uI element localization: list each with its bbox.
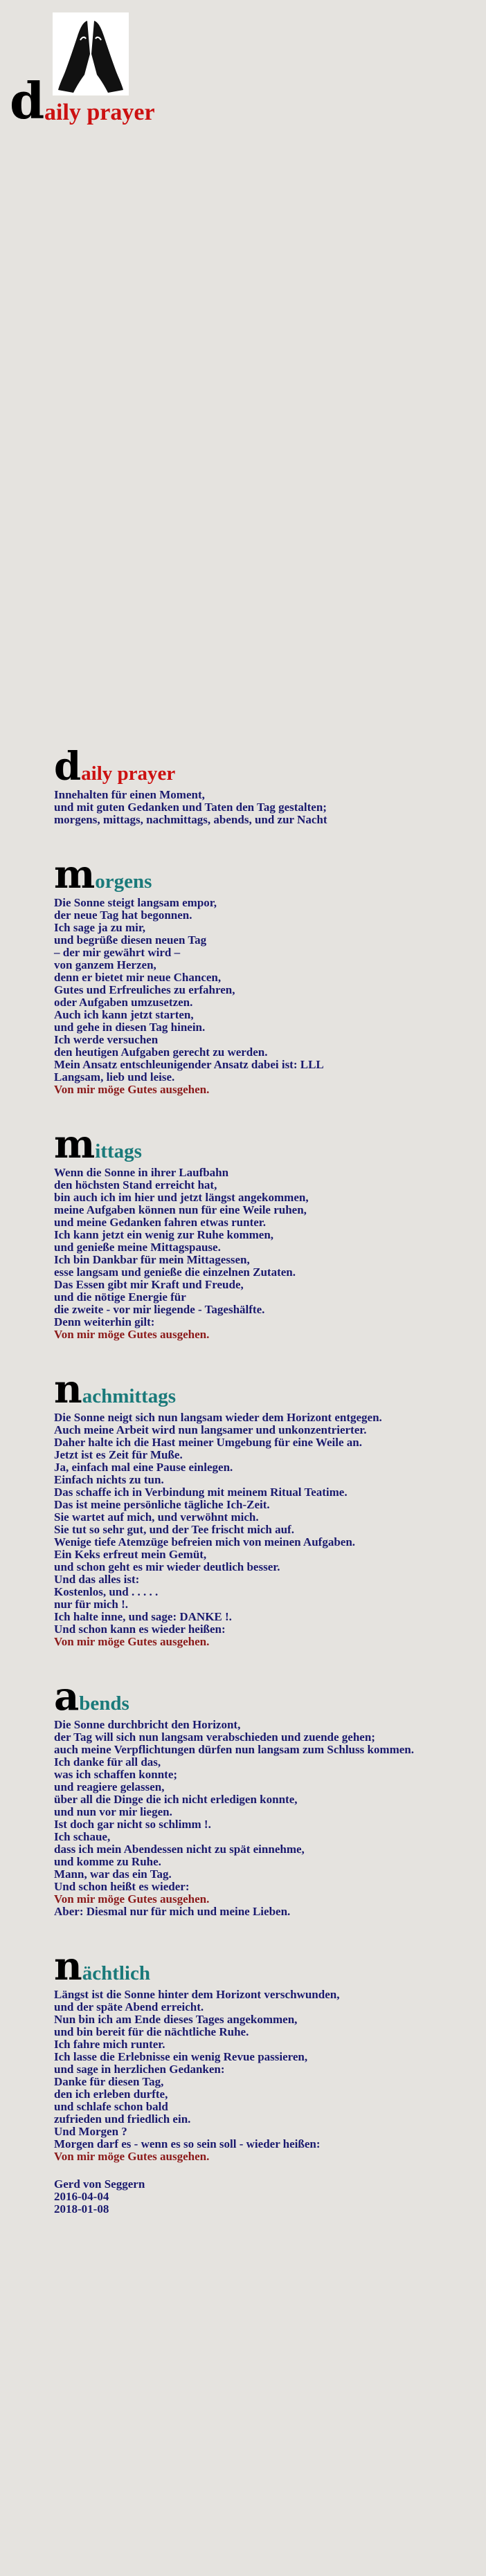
- text-line: esse langsam und genieße die einzelnen Zutaten.: [54, 1266, 296, 1279]
- text-line: Das ist meine persönliche tägliche Ich-Zeit.: [54, 1498, 270, 1511]
- text-line: Sie tut so sehr gut, und der Tee frischt mich auf.: [54, 1523, 294, 1536]
- section-title: ittags: [95, 1140, 142, 1162]
- section-heading: [54, 1674, 469, 1719]
- text-line: den heutigen Aufgaben gerecht zu werden.: [54, 1045, 268, 1059]
- closing-line: Von mir möge Gutes ausgehen.: [54, 1635, 210, 1648]
- text-line: Einfach nichts zu tun.: [54, 1473, 164, 1486]
- text-line: Mein Ansatz entschleunigender Ansatz dabei ist: LLL: [54, 1058, 324, 1071]
- section-heading: [54, 1944, 469, 1989]
- text-line: Ist doch gar nicht so schlimm !.: [54, 1818, 211, 1831]
- prayer-content: [54, 744, 469, 2216]
- text-line: Sie wartet auf mich, und verwöhnt mich.: [54, 1510, 259, 1524]
- text-line: Ich fahre mich runter.: [54, 2038, 165, 2051]
- section-initial: m: [54, 1122, 96, 1167]
- section-text: [54, 1412, 469, 1648]
- text-line: bin auch ich im hier und jetzt längst angekommen,: [54, 1191, 309, 1204]
- text-line: Die Sonne steigt langsam empor,: [54, 896, 217, 909]
- closing-line: Von mir möge Gutes ausgehen.: [54, 2150, 210, 2163]
- section-text: [54, 1989, 469, 2163]
- section-title: orgens: [95, 870, 152, 893]
- text-line: Danke für diesen Tag,: [54, 2075, 164, 2088]
- praying-hands-icon: [53, 12, 129, 95]
- section-abends: [54, 1674, 469, 1918]
- text-line: Die Sonne durchbricht den Horizont,: [54, 1718, 241, 1731]
- text-line: nur für mich !.: [54, 1598, 129, 1611]
- section-initial: m: [54, 852, 96, 897]
- text-line: den ich erleben durfte,: [54, 2088, 168, 2101]
- section-initial: n: [54, 1367, 82, 1412]
- signature: [54, 2178, 469, 2216]
- text-line: Kostenlos, und . . . . .: [54, 1585, 159, 1598]
- text-line: und nun vor mir liegen.: [54, 1805, 172, 1818]
- text-line: was ich schaffen konnte;: [54, 1768, 178, 1781]
- section-naechtlich: [54, 1944, 469, 2163]
- text-line: Und schon heißt es wieder:: [54, 1880, 190, 1893]
- text-line: Wenige tiefe Atemzüge befreien mich von meinen Aufgaben.: [54, 1535, 356, 1549]
- section-nachmittags: [54, 1367, 469, 1648]
- text-line: Ich kann jetzt ein wenig zur Ruhe kommen,: [54, 1228, 274, 1241]
- text-line: auch meine Verpflichtungen dürfen nun langsam zum Schluss kommen.: [54, 1743, 415, 1756]
- intro-text: [54, 789, 469, 826]
- section-text: [54, 897, 469, 1096]
- logo: [10, 10, 176, 131]
- text-line: Denn weiterhin gilt:: [54, 1315, 155, 1328]
- text-line: und schon geht es mir wieder deutlich besser.: [54, 1560, 280, 1573]
- text-line: Ich bin Dankbar für mein Mittagessen,: [54, 1253, 250, 1266]
- text-line: morgens, mittags, nachmittags, abends, und zur Nacht: [54, 813, 327, 826]
- closing-line: Von mir möge Gutes ausgehen.: [54, 1328, 210, 1341]
- text-line: der neue Tag hat begonnen.: [54, 908, 192, 922]
- text-line: und meine Gedanken fahren etwas runter.: [54, 1216, 267, 1229]
- text-line: Ich werde versuchen: [54, 1033, 159, 1046]
- text-line: Mann, war das ein Tag.: [54, 1867, 172, 1881]
- text-line: und genieße meine Mittagspause.: [54, 1241, 221, 1254]
- text-line: zufrieden und friedlich ein.: [54, 2112, 191, 2126]
- text-line: Und das alles ist:: [54, 1573, 140, 1586]
- text-line: Ich sage ja zu mir,: [54, 921, 146, 934]
- section-title: achmittags: [82, 1385, 177, 1407]
- text-line: Ich schaue,: [54, 1830, 111, 1843]
- text-line: Das schaffe ich in Verbindung mit meinem Ritual Teatime.: [54, 1486, 348, 1499]
- section-mittags: [54, 1122, 469, 1341]
- text-line: Langsam, lieb und leise.: [54, 1070, 175, 1084]
- text-line: von ganzem Herzen,: [54, 958, 156, 971]
- text-line: Die Sonne neigt sich nun langsam wieder dem Horizont entgegen.: [54, 1411, 382, 1424]
- text-line: Nun bin ich am Ende dieses Tages angekommen,: [54, 2013, 298, 2026]
- text-line: und der späte Abend erreicht.: [54, 2000, 204, 2013]
- signature-date: 2016-04-04: [54, 2190, 109, 2203]
- section-title: ächtlich: [82, 1962, 150, 1984]
- section-text: [54, 1167, 469, 1341]
- closing-line: Von mir möge Gutes ausgehen.: [54, 1083, 210, 1096]
- text-line: Wenn die Sonne in ihrer Laufbahn: [54, 1166, 229, 1179]
- section-morgens: [54, 852, 469, 1096]
- logo-text: aily prayer: [44, 100, 155, 125]
- text-line: Daher halte ich die Hast meiner Umgebung für eine Weile an.: [54, 1436, 362, 1449]
- text-line: Ich lasse die Erlebnisse ein wenig Revue passieren,: [54, 2050, 308, 2063]
- text-line: Auch ich kann jetzt starten,: [54, 1008, 194, 1021]
- signature-date: 2018-01-08: [54, 2202, 109, 2216]
- text-line: Längst ist die Sonne hinter dem Horizont verschwunden,: [54, 1988, 340, 2001]
- text-line: oder Aufgaben umzusetzen.: [54, 996, 193, 1009]
- intro-initial: d: [54, 744, 82, 789]
- text-line: den höchsten Stand erreicht hat,: [54, 1178, 217, 1191]
- text-line: – der mir gewährt wird –: [54, 946, 181, 959]
- section-initial: n: [54, 1944, 82, 1989]
- section-title: bends: [79, 1692, 129, 1715]
- text-line: und reagiere gelassen,: [54, 1780, 165, 1793]
- text-line: Ich halte inne, und sage: DANKE !.: [54, 1610, 232, 1623]
- text-line: die zweite - vor mir liegende - Tageshälfte.: [54, 1303, 265, 1316]
- text-line: Morgen darf es - wenn es so sein soll - wieder heißen:: [54, 2137, 321, 2150]
- closing-line: Von mir möge Gutes ausgehen.: [54, 1892, 210, 1906]
- text-line: Auch meine Arbeit wird nun langsamer und unkonzentrierter.: [54, 1423, 367, 1436]
- text-line: Innehalten für einen Moment,: [54, 788, 205, 801]
- text-line: Und schon kann es wieder heißen:: [54, 1623, 226, 1636]
- section-heading: [54, 1122, 469, 1167]
- section-initial: a: [54, 1674, 80, 1719]
- text-line: Aber: Diesmal nur für mich und meine Lieben.: [54, 1905, 291, 1918]
- logo-initial: d: [10, 71, 45, 130]
- text-line: Das Essen gibt mir Kraft und Freude,: [54, 1278, 244, 1291]
- text-line: und gehe in diesen Tag hinein.: [54, 1021, 206, 1034]
- text-line: und begrüße diesen neuen Tag: [54, 933, 207, 947]
- text-line: und bin bereit für die nächtliche Ruhe.: [54, 2025, 249, 2038]
- signature-author: Gerd von Seggern: [54, 2177, 145, 2191]
- intro-title: aily prayer: [81, 762, 176, 785]
- text-line: Ein Keks erfreut mein Gemüt,: [54, 1548, 207, 1561]
- text-line: der Tag will sich nun langsam verabschieden und zuende gehen;: [54, 1730, 375, 1744]
- text-line: und mit guten Gedanken und Taten den Tag gestalten;: [54, 801, 327, 814]
- text-line: meine Aufgaben können nun für eine Weile ruhen,: [54, 1203, 307, 1216]
- text-line: Ja, einfach mal eine Pause einlegen.: [54, 1461, 233, 1474]
- section-heading: [54, 1367, 469, 1412]
- text-line: und die nötige Energie für: [54, 1290, 186, 1304]
- text-line: denn er bietet mir neue Chancen,: [54, 971, 222, 984]
- text-line: dass ich mein Abendessen nicht zu spät einnehme,: [54, 1843, 305, 1856]
- text-line: und sage in herzlichen Gedanken:: [54, 2063, 225, 2076]
- text-line: und schlafe schon bald: [54, 2100, 168, 2113]
- text-line: Ich danke für all das,: [54, 1755, 161, 1769]
- text-line: Gutes und Erfreuliches zu erfahren,: [54, 983, 235, 996]
- intro-section: [54, 744, 469, 826]
- section-heading: [54, 852, 469, 897]
- text-line: über all die Dinge die ich nicht erledigen konnte,: [54, 1793, 298, 1806]
- text-line: Jetzt ist es Zeit für Muße.: [54, 1448, 183, 1461]
- text-line: Und Morgen ?: [54, 2125, 127, 2138]
- text-line: und komme zu Ruhe.: [54, 1855, 161, 1868]
- section-text: [54, 1719, 469, 1918]
- intro-heading: [54, 744, 469, 789]
